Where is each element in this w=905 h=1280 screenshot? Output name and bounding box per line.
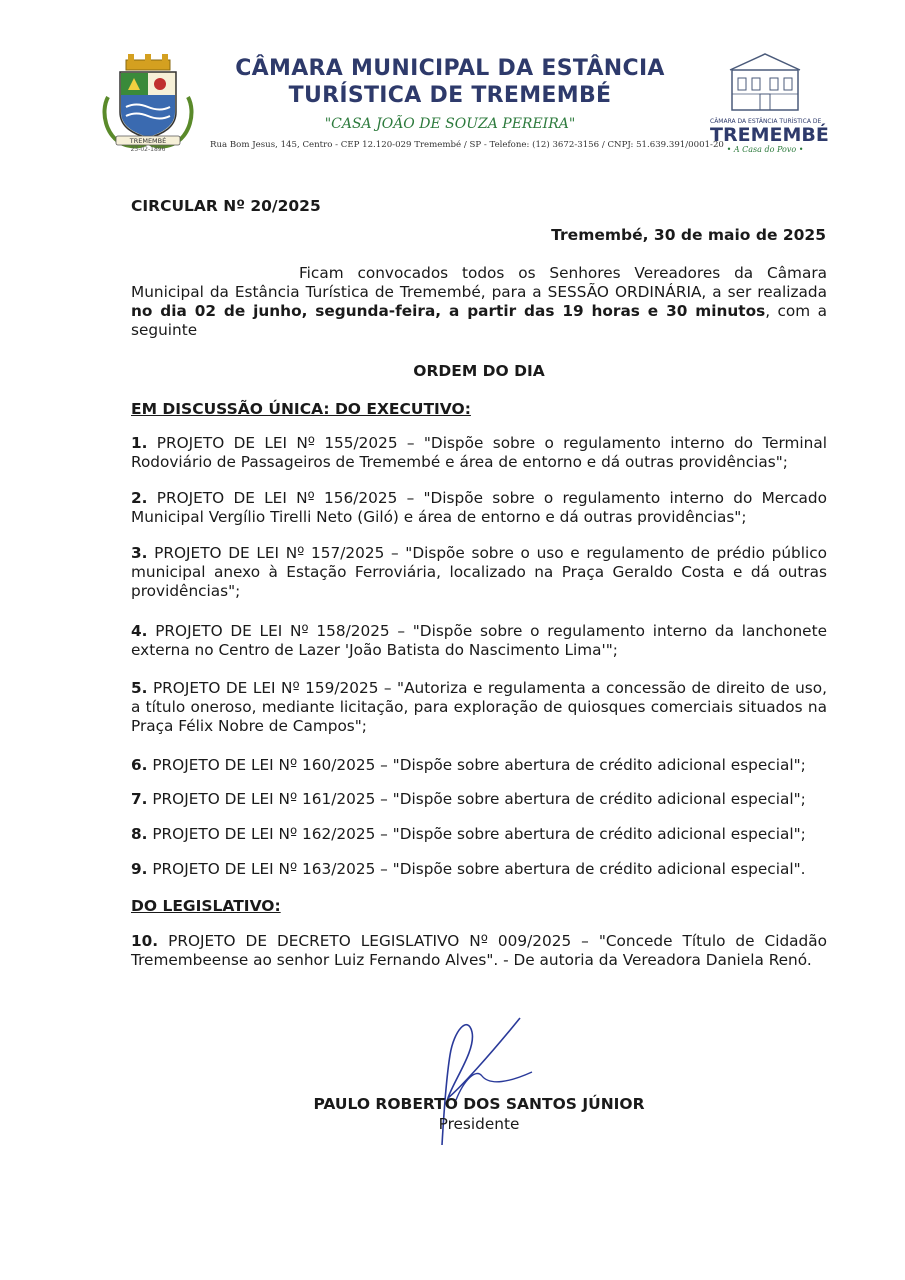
agenda-item-1: 1. PROJETO DE LEI Nº 155/2025 – "Dispõe sobre o regulamento interno do Terminal Rodoviário de Passageiros de Tremembé e área de entorno e dá outras providências"; (131, 434, 827, 471)
crest-founding-date: 23-02-1896 (130, 146, 166, 153)
chamber-logo (710, 50, 829, 162)
intro-paragraph: Ficam convocados todos os Senhores Vereadores da Câmara Municipal da Estância Turística de Tremembé, para a SESSÃO ORDINÁRIA, a ser realizada no dia 02 de junho, segunda-feira, a partir das 19 horas e 30 minutos, com a seguinte (131, 264, 827, 339)
agenda-item-5: 5. PROJETO DE LEI Nº 159/2025 – "Autoriza e regulamenta a concessão de direito de uso, a título oneroso, mediante licitação, para exploração de quiosques comerciais situados na Praça Félix Nobre de Campos"; (131, 679, 827, 735)
section-legislative: DO LEGISLATIVO: (131, 897, 281, 915)
header-motto: "CASA JOÃO DE SOUZA PEREIRA" (324, 116, 576, 132)
agenda-item-3: 3. PROJETO DE LEI Nº 157/2025 – "Dispõe sobre o uso e regulamento de prédio público municipal anexo à Estação Ferroviária, localizado na Praça Geraldo Costa e dá outras providências"; (131, 544, 827, 600)
crest-ribbon-text: TREMEMBÉ (129, 137, 167, 145)
document-date: Tremembé, 30 de maio de 2025 (551, 226, 826, 244)
header-title-line2: TURÍSTICA DE TREMEMBÉ (288, 83, 612, 108)
chamber-logo-small: CÂMARA DA ESTÂNCIA TURÍSTICA DE (710, 118, 822, 125)
agenda-item-8: 8. PROJETO DE LEI Nº 162/2025 – "Dispõe sobre abertura de crédito adicional especial"; (131, 825, 806, 843)
section-executive: EM DISCUSSÃO ÚNICA: DO EXECUTIVO: (131, 400, 471, 418)
agenda-item-4: 4. PROJETO DE LEI Nº 158/2025 – "Dispõe sobre o regulamento interno da lanchonete externa no Centro de Lazer 'João Batista do Nascimento Lima'"; (131, 622, 827, 659)
circular-number: CIRCULAR Nº 20/2025 (131, 197, 321, 215)
signer-role: Presidente (438, 1115, 520, 1133)
signer-name: PAULO ROBERTO DOS SANTOS JÚNIOR (313, 1095, 645, 1113)
chamber-logo-tagline: • A Casa do Povo • (726, 145, 804, 154)
building-icon (720, 50, 810, 112)
chamber-logo-name: TREMEMBÉ (710, 124, 829, 146)
agenda-item-7: 7. PROJETO DE LEI Nº 161/2025 – "Dispõe sobre abertura de crédito adicional especial"; (131, 790, 806, 808)
header-title-line1: CÂMARA MUNICIPAL DA ESTÂNCIA (235, 56, 665, 81)
agenda-item-2: 2. PROJETO DE LEI Nº 156/2025 – "Dispõe sobre o regulamento interno do Mercado Municipal Vergílio Tirelli Neto (Giló) e área de entorno e dá outras providências"; (131, 489, 827, 526)
agenda-item-9: 9. PROJETO DE LEI Nº 163/2025 – "Dispõe sobre abertura de crédito adicional especial". (131, 860, 806, 878)
session-datetime: no dia 02 de junho, segunda-feira, a partir das 19 horas e 30 minutos (131, 302, 766, 320)
agenda-heading: ORDEM DO DIA (413, 362, 545, 380)
agenda-item-10: 10. PROJETO DE DECRETO LEGISLATIVO Nº 009/2025 – "Concede Título de Cidadão Tremembeense ao senhor Luiz Fernando Alves". - De autoria da Vereadora Daniela Renó. (131, 932, 827, 969)
header-address: Rua Bom Jesus, 145, Centro - CEP 12.120-029 Tremembé / SP - Telefone: (12) 3672-3156 / CNPJ: 51.639.391/0001-20 (210, 140, 724, 150)
agenda-item-6: 6. PROJETO DE LEI Nº 160/2025 – "Dispõe sobre abertura de crédito adicional especial"; (131, 756, 806, 774)
